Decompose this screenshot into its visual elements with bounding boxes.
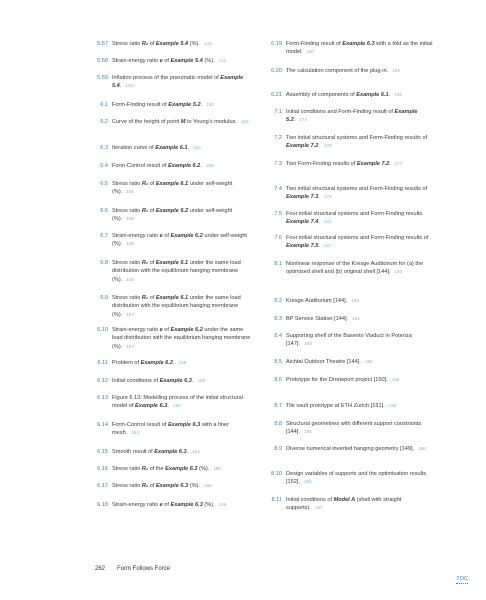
figure-number: 6.5 — [100, 181, 108, 187]
figure-caption: BP Service Station [144]. 192 — [286, 316, 360, 322]
figure-page-ref[interactable]: 160 — [197, 378, 206, 383]
figure-caption: Supporting shell of the Basento Viaduct in Potenza [147]. 193 — [286, 333, 412, 348]
figure-entry[interactable] — [262, 496, 438, 513]
figure-page-ref[interactable]: 155 — [126, 189, 134, 195]
figure-number: 6.9 — [100, 295, 108, 301]
figure-page-ref[interactable]: 144 — [218, 58, 227, 63]
figure-page-ref[interactable]: 192 — [351, 298, 359, 303]
figure-page-ref[interactable]: 179 — [323, 194, 332, 200]
figure-entry[interactable] — [262, 210, 438, 227]
figure-caption: Two Form-Finding results of Example 7.2. 177 — [286, 161, 403, 167]
figure-caption: Inflation process of the pneumatic model of Example 5.4. 146 — [112, 75, 244, 90]
figure-number: 6.1 — [100, 102, 108, 108]
figure-number: 8.3 — [274, 316, 282, 322]
figure-number: 7.1 — [274, 109, 282, 115]
figure-entry[interactable] — [262, 315, 438, 323]
figure-number: 6.16 — [97, 466, 108, 472]
figure-number: 6.14 — [97, 422, 108, 428]
figure-number: 8.5 — [274, 359, 282, 365]
toc-link[interactable]: TOC — [456, 576, 468, 582]
figure-page-ref[interactable]: 158 — [178, 360, 187, 365]
figure-entry[interactable] — [88, 377, 252, 385]
figure-number: 8.1 — [274, 261, 282, 267]
figure-caption: Form-Finding result of Example 5.2. 150 — [112, 102, 214, 108]
figure-page-ref[interactable]: 193 — [304, 341, 312, 347]
figure-entry[interactable] — [88, 448, 252, 456]
figure-caption: Stress ratio R₂ of Example 6.3 (%). 165 — [112, 483, 212, 489]
figure-caption: Assembly of components of Example 6.1. 169 — [286, 92, 402, 98]
figure-entry[interactable] — [88, 144, 252, 152]
figure-number: 6.4 — [100, 163, 108, 169]
figure-number: 8.8 — [274, 421, 282, 427]
figure-entry[interactable] — [262, 185, 438, 202]
figure-caption: Iteration curve of Example 6.1. 154 — [112, 145, 201, 151]
figure-entry[interactable] — [262, 297, 438, 305]
figure-caption: Initial conditions of Model A (shell with straight supports). 197 — [286, 497, 402, 512]
page-number: 262 — [95, 566, 106, 572]
figure-entry[interactable] — [88, 180, 252, 197]
figure-number: 5.59 — [97, 75, 108, 81]
figure-number: 6.8 — [100, 260, 108, 266]
figure-caption: Smooth result of Example 6.3. 164 — [112, 449, 200, 455]
figure-entry[interactable] — [262, 376, 438, 384]
figure-number: 6.11 — [97, 360, 108, 366]
figure-caption: Curve of the height of point M to Young’s modulus. 153 — [112, 119, 249, 125]
figure-caption: Four initial structural systems and Form-Finding results Example 7.4. 181 — [286, 211, 423, 226]
figure-entry[interactable] — [262, 358, 438, 366]
figure-number: 7.6 — [274, 235, 282, 241]
figure-page-ref[interactable]: 174 — [299, 117, 308, 123]
figure-page-ref[interactable]: 192 — [352, 316, 360, 321]
figure-number: 5.58 — [97, 58, 108, 64]
figure-page-ref[interactable]: 155 — [126, 216, 134, 222]
figure-page-ref[interactable]: 169 — [394, 92, 402, 97]
figure-number: 6.18 — [97, 502, 108, 508]
figure-page-ref[interactable]: 165 — [203, 483, 212, 488]
figure-number: 8.2 — [274, 298, 282, 304]
figure-number: 8.6 — [274, 377, 282, 383]
figure-number: 6.17 — [97, 483, 108, 489]
figure-entry[interactable] — [88, 162, 252, 170]
figure-entry[interactable] — [262, 260, 438, 277]
figure-page-ref[interactable]: 177 — [394, 161, 403, 166]
figure-number: 8.9 — [274, 446, 282, 452]
figure-page-ref[interactable]: 192 — [394, 269, 403, 275]
figure-page-ref[interactable]: 143 — [203, 41, 212, 46]
figure-number: 6.10 — [97, 327, 108, 333]
figure-number: 5.57 — [97, 41, 108, 47]
figure-entry[interactable] — [262, 332, 438, 349]
figure-number: 7.3 — [274, 161, 282, 167]
figure-caption: Kresge Auditorium [144]. 192 — [286, 298, 359, 304]
figure-page-ref[interactable]: 163 — [131, 430, 139, 436]
figure-caption: Stress ratio R₂ of Example 6.2 under self-weight (%). 155 — [112, 208, 233, 223]
figure-page-ref[interactable]: 197 — [314, 505, 323, 511]
figure-page-ref[interactable]: 165 — [213, 466, 221, 471]
figure-caption: Strain-energy ratio e of Example 5.4 (%). 144 — [112, 58, 227, 64]
figure-entry[interactable] — [262, 108, 438, 125]
figure-caption: Tile vault prototype at ETH Zurich [151]. 196 — [286, 403, 397, 409]
figure-entry[interactable] — [88, 465, 252, 473]
figure-number: 6.21 — [271, 92, 282, 98]
figure-number: 7.2 — [274, 135, 282, 141]
figure-page-ref[interactable]: 166 — [218, 502, 227, 507]
figure-caption: Prototype for the Droneport project [150]. 195 — [286, 377, 400, 383]
figure-page-ref[interactable]: 194 — [364, 359, 373, 364]
figure-caption: Two initial structural systems and Form-Finding results of Example 7.2. 176 — [286, 135, 428, 150]
figure-caption: Stress ratio R₂ of Example 6.1 under the same load distribution with the equilibrium hanging membrane (%). 157 — [112, 295, 241, 318]
figure-number: 6.20 — [271, 68, 282, 74]
figure-number: 6.2 — [100, 119, 108, 125]
figure-page-ref[interactable]: 164 — [192, 449, 200, 454]
figure-entry[interactable] — [88, 232, 252, 249]
figure-number: 8.7 — [274, 403, 282, 409]
figure-page-ref[interactable]: 181 — [323, 219, 332, 225]
figure-caption: Stress ratio R₂ of Example 6.1 under self-weight (%). 155 — [112, 181, 233, 196]
figure-entry[interactable] — [88, 207, 252, 224]
figure-entry[interactable] — [88, 482, 252, 490]
figure-number: 7.4 — [274, 186, 282, 192]
figure-page-ref[interactable]: 196 — [388, 403, 397, 408]
figure-page-ref[interactable]: 199 — [304, 479, 312, 485]
figure-entry[interactable] — [88, 118, 252, 126]
figure-page-ref[interactable]: 156 — [126, 276, 134, 282]
figure-entry[interactable] — [262, 234, 438, 251]
figure-entry[interactable] — [88, 294, 252, 319]
figure-entry[interactable] — [262, 91, 438, 99]
figure-caption: Stress ratio R₂ of Example 5.4 (%). 143 — [112, 41, 212, 47]
figure-entry[interactable] — [262, 40, 438, 57]
figure-page-ref[interactable]: 167 — [306, 49, 315, 55]
book-title: Form Follows Force — [117, 566, 171, 572]
figure-caption: Design variables of supports and the optimisation results [152]. 199 — [286, 471, 427, 486]
figure-caption: Strain-energy ratio e of Example 6.2 under the same load distribution with the equilibrium hanging membrane (%). 157 — [112, 327, 251, 350]
figure-entry[interactable] — [262, 420, 438, 437]
figure-caption: Initial conditions of Example 6.3. 160 — [112, 378, 206, 384]
figure-entry[interactable] — [262, 445, 438, 453]
figure-caption: Diverse numerical inverted hanging geometry [149]. 198 — [286, 446, 426, 452]
figure-caption: Stress ratio R₂ of Example 6.1 under the same load distribution with the equilibrium hanging membrane (%). 156 — [112, 260, 241, 283]
figure-entry[interactable] — [262, 134, 438, 151]
figure-entry[interactable] — [88, 501, 252, 509]
figure-number: 8.11 — [271, 497, 282, 503]
figure-number: 6.19 — [271, 41, 282, 47]
figure-number: 6.7 — [100, 233, 108, 239]
figure-page-ref[interactable]: 198 — [304, 429, 312, 435]
page-footer — [95, 566, 170, 572]
figure-caption: Aichtal Outdoor Theatre [144]. 194 — [286, 359, 373, 365]
figure-caption: Strain-energy ratio e of Example 6.2 under self-weight (%). 156 — [112, 233, 247, 248]
figure-number: 6.12 — [97, 378, 108, 384]
figure-caption: Structural geometries with different support constraints [144]. 198 — [286, 421, 422, 436]
figure-entry[interactable] — [88, 394, 252, 411]
figure-page-ref[interactable]: 176 — [323, 143, 332, 149]
figure-entry[interactable] — [262, 402, 438, 410]
figure-number: 6.3 — [100, 145, 108, 151]
figure-number: 6.15 — [97, 449, 108, 455]
figure-caption: Two initial structural systems and Form-Finding results of Example 7.3. 179 — [286, 186, 428, 201]
figure-caption: Strain-energy ratio e of Example 6.3 (%). 166 — [112, 502, 227, 508]
figure-page-ref[interactable]: 154 — [193, 145, 201, 150]
figure-number: 7.5 — [274, 211, 282, 217]
figure-page-ref[interactable]: 157 — [126, 343, 134, 349]
figure-caption: Stress ratio R₂ of the Example 6.3 (%). 165 — [112, 466, 221, 472]
figure-entry[interactable] — [88, 259, 252, 284]
figure-number: 8.4 — [274, 333, 282, 339]
figure-page-ref[interactable]: 169 — [392, 68, 400, 73]
figure-page-ref[interactable]: 160 — [172, 403, 181, 409]
figure-page-ref[interactable]: 198 — [418, 446, 426, 451]
figure-entry[interactable] — [262, 67, 438, 75]
figure-caption: Four initial structural systems and Form-Finding results of Example 7.5. 187 — [286, 235, 429, 250]
figure-page-ref[interactable]: 155 — [205, 163, 214, 168]
figure-caption: The calculation component of the plug-in. 169 — [286, 68, 400, 74]
figure-number: 6.6 — [100, 208, 108, 214]
figure-caption: Form-Control result of Example 6.3 with a finer mesh. 163 — [112, 422, 229, 437]
figure-entry[interactable] — [88, 40, 252, 48]
figure-caption: Initial conditions and Form-Finding result of Example 5.2. 174 — [286, 109, 418, 124]
figure-entry[interactable] — [88, 57, 252, 65]
figure-page-ref[interactable]: 156 — [126, 241, 134, 247]
figure-page-ref[interactable]: 157 — [126, 311, 134, 317]
figure-caption: Form-Control result of Example 6.2. 155 — [112, 163, 214, 169]
figure-caption: Form-Finding result of Example 6.3 with a fold as the initial model. 167 — [286, 41, 433, 56]
figure-page-ref[interactable]: 150 — [206, 102, 214, 107]
figure-entry[interactable] — [88, 101, 252, 109]
figure-number: 8.10 — [271, 471, 282, 477]
figure-entry[interactable] — [88, 326, 252, 351]
figure-page-ref[interactable]: 146 — [125, 83, 134, 89]
figure-entry[interactable] — [262, 470, 438, 487]
figure-entry[interactable] — [88, 74, 252, 91]
figure-caption: Figure 6.13: Modelling process of the initial structural model of Example 6.3. 160 — [112, 395, 243, 410]
figure-entry[interactable] — [262, 160, 438, 168]
figure-page-ref[interactable]: 153 — [240, 119, 249, 124]
figure-number: 6.13 — [97, 395, 108, 401]
figure-caption: Problem of Example 6.2. 158 — [112, 360, 187, 366]
figure-caption: Nonlinear response of the Kresge Auditorium for (a) the optimised shell and (b) original shell [144]. 192 — [286, 261, 424, 276]
figure-page-ref[interactable]: 187 — [323, 243, 332, 249]
figure-page-ref[interactable]: 195 — [391, 377, 400, 382]
figure-entry[interactable] — [88, 421, 252, 438]
figure-entry[interactable] — [88, 359, 252, 367]
